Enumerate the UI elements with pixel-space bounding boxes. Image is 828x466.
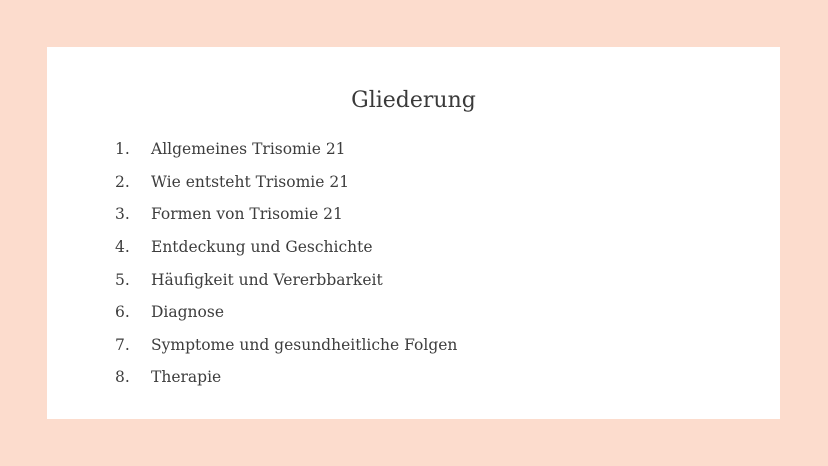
outline-item-number: 3. [115, 205, 130, 224]
outline-item-6 [115, 296, 457, 329]
outline-item-number: 6. [115, 303, 130, 322]
outline-item-8 [115, 361, 457, 394]
slide-title: Gliederung [351, 88, 476, 113]
outline-item-number: 5. [115, 270, 130, 289]
outline-item-2 [115, 166, 457, 199]
outline-item-label: Häufigkeit und Vererbbarkeit [151, 270, 383, 289]
outline-item-7 [115, 329, 457, 362]
outline-item-1 [115, 133, 457, 166]
outline-item-number: 7. [115, 335, 130, 354]
outline-item-label: Entdeckung und Geschichte [151, 238, 373, 257]
outline-item-number: 1. [115, 140, 130, 159]
outline-item-label: Diagnose [151, 303, 224, 322]
outline-item-label: Wie entsteht Trisomie 21 [151, 172, 350, 191]
outline-item-label: Symptome und gesundheitliche Folgen [151, 335, 458, 354]
outline-item-number: 4. [115, 238, 130, 257]
outline-list [115, 133, 457, 394]
outline-item-label: Therapie [151, 368, 222, 387]
slide [47, 47, 780, 419]
outline-item-number: 8. [115, 368, 130, 387]
outline-item-number: 2. [115, 172, 130, 191]
outline-item-5 [115, 263, 457, 296]
outline-item-label: Formen von Trisomie 21 [151, 205, 343, 224]
outline-item-4 [115, 231, 457, 264]
outline-item-3 [115, 198, 457, 231]
outline-item-label: Allgemeines Trisomie 21 [151, 140, 346, 159]
